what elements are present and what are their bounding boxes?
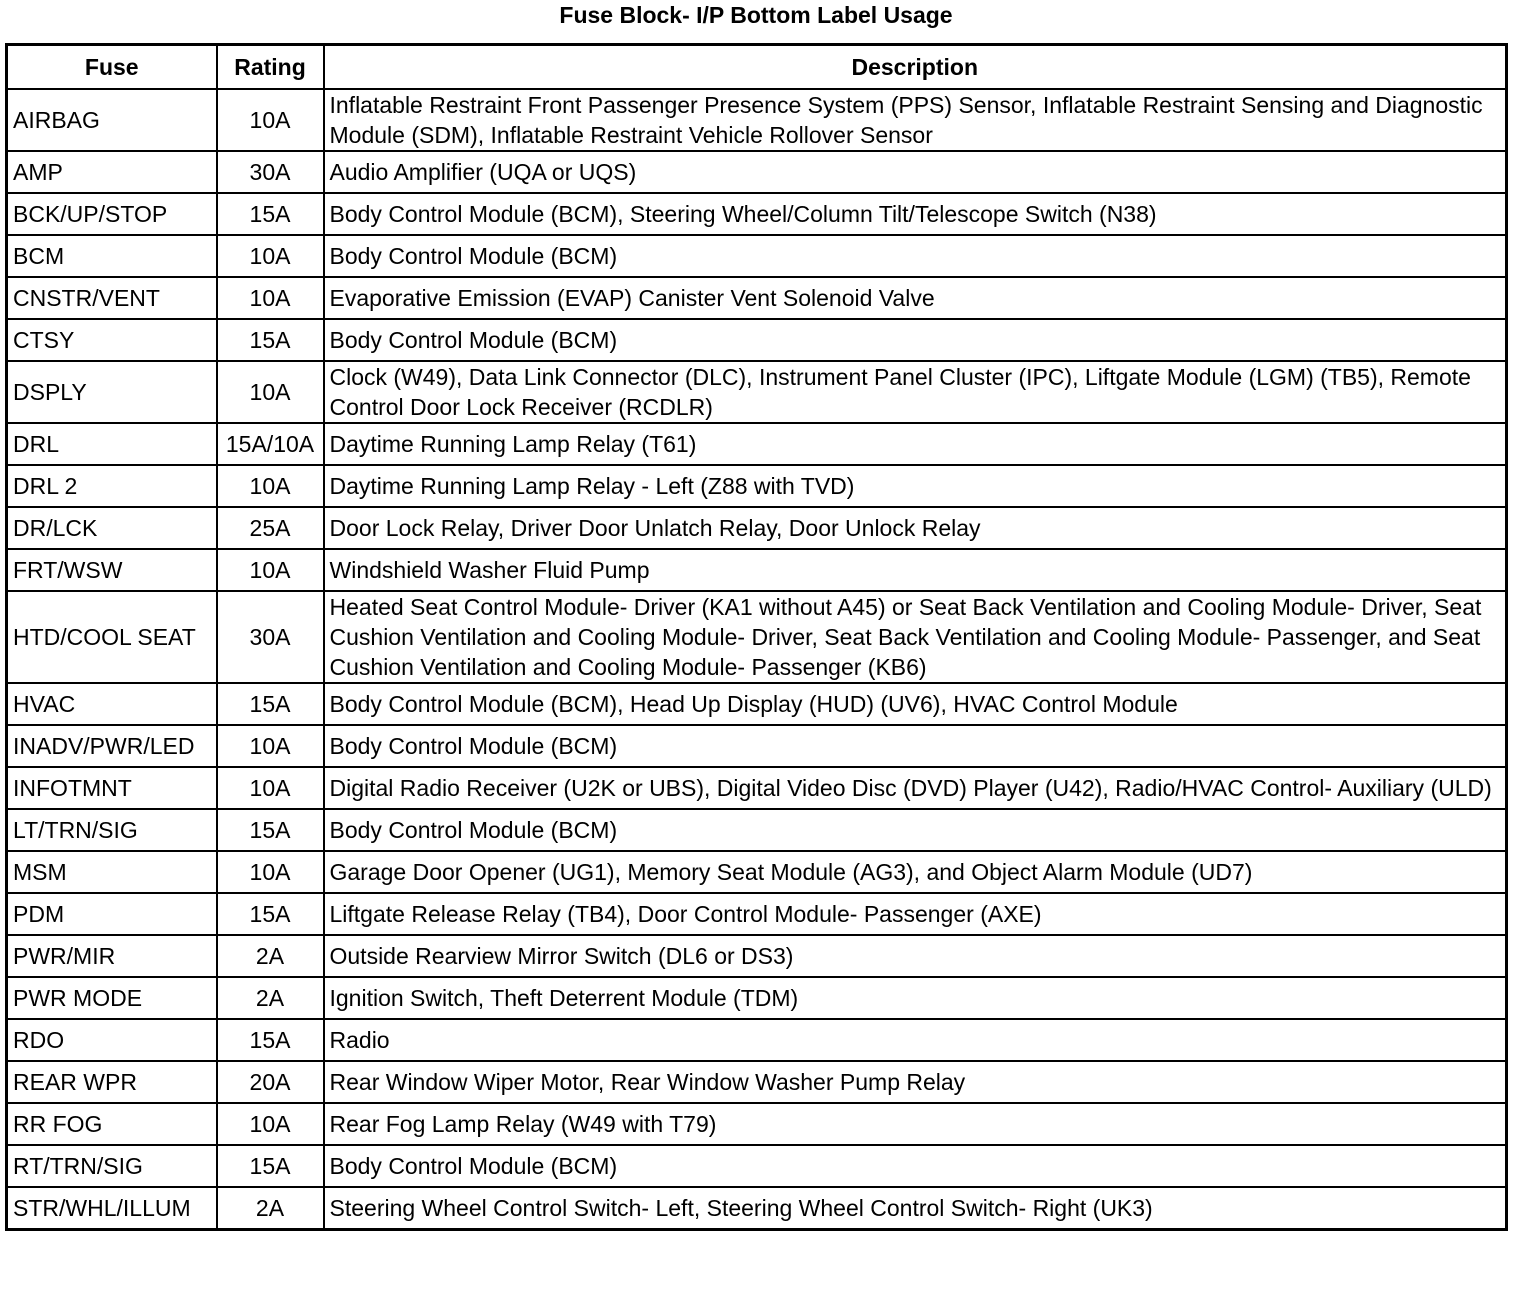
fuse-description-cell: Daytime Running Lamp Relay - Left (Z88 with TVD) — [324, 465, 1507, 507]
fuse-description-cell: Digital Radio Receiver (U2K or UBS), Digital Video Disc (DVD) Player (U42), Radio/HVAC Control- Auxiliary (ULD) — [324, 767, 1507, 809]
fuse-name-cell: STR/WHL/ILLUM — [7, 1187, 217, 1230]
table-row — [7, 1145, 1507, 1187]
fuse-rating-cell: 10A — [217, 725, 324, 767]
fuse-name-cell: RT/TRN/SIG — [7, 1145, 217, 1187]
fuse-name-cell: DRL — [7, 423, 217, 465]
fuse-description-cell: Body Control Module (BCM) — [324, 809, 1507, 851]
fuse-description-cell: Clock (W49), Data Link Connector (DLC), Instrument Panel Cluster (IPC), Liftgate Module (LGM) (TB5), Remote Control Door Lock Receiver (RCDLR) — [324, 361, 1507, 423]
table-row — [7, 683, 1507, 725]
table-row — [7, 549, 1507, 591]
fuse-name-cell: HVAC — [7, 683, 217, 725]
fuse-rating-cell: 20A — [217, 1061, 324, 1103]
table-row — [7, 935, 1507, 977]
fuse-description-cell: Garage Door Opener (UG1), Memory Seat Module (AG3), and Object Alarm Module (UD7) — [324, 851, 1507, 893]
fuse-description-cell: Outside Rearview Mirror Switch (DL6 or DS3) — [324, 935, 1507, 977]
table-row — [7, 361, 1507, 423]
table-row — [7, 193, 1507, 235]
fuse-rating-cell: 25A — [217, 507, 324, 549]
fuse-name-cell: FRT/WSW — [7, 549, 217, 591]
fuse-description-cell: Daytime Running Lamp Relay (T61) — [324, 423, 1507, 465]
header-fuse: Fuse — [7, 45, 217, 90]
fuse-name-cell: INADV/PWR/LED — [7, 725, 217, 767]
fuse-rating-cell: 15A/10A — [217, 423, 324, 465]
fuse-rating-cell: 2A — [217, 1187, 324, 1230]
fuse-description-cell: Body Control Module (BCM) — [324, 235, 1507, 277]
fuse-rating-cell: 10A — [217, 1103, 324, 1145]
fuse-name-cell: HTD/COOL SEAT — [7, 591, 217, 683]
fuse-rating-cell: 2A — [217, 977, 324, 1019]
fuse-name-cell: RDO — [7, 1019, 217, 1061]
fuse-rating-cell: 10A — [217, 465, 324, 507]
fuse-description-cell: Body Control Module (BCM) — [324, 319, 1507, 361]
fuse-rating-cell: 15A — [217, 683, 324, 725]
fuse-description-cell: Body Control Module (BCM) — [324, 1145, 1507, 1187]
fuse-name-cell: REAR WPR — [7, 1061, 217, 1103]
fuse-description-cell: Inflatable Restraint Front Passenger Presence System (PPS) Sensor, Inflatable Restraint Sensing and Diagnostic Module (SDM), Inflatable Restraint Vehicle Rollover Sensor — [324, 89, 1507, 151]
fuse-name-cell: AIRBAG — [7, 89, 217, 151]
table-row — [7, 809, 1507, 851]
fuse-rating-cell: 10A — [217, 89, 324, 151]
fuse-description-cell: Windshield Washer Fluid Pump — [324, 549, 1507, 591]
table-row — [7, 423, 1507, 465]
fuse-description-cell: Radio — [324, 1019, 1507, 1061]
fuse-rating-cell: 2A — [217, 935, 324, 977]
fuse-name-cell: PDM — [7, 893, 217, 935]
fuse-name-cell: PWR/MIR — [7, 935, 217, 977]
fuse-description-cell: Body Control Module (BCM) — [324, 725, 1507, 767]
fuse-rating-cell: 10A — [217, 549, 324, 591]
fuse-rating-cell: 15A — [217, 319, 324, 361]
table-row — [7, 89, 1507, 151]
table-row — [7, 1019, 1507, 1061]
table-row — [7, 507, 1507, 549]
fuse-description-cell: Heated Seat Control Module- Driver (KA1 without A45) or Seat Back Ventilation and Cooling Module- Driver, Seat Cushion Ventilation and Cooling Module- Driver, Seat Back Ventilation and Cooling Module- Passenger, and Seat Cushion Ventilation and Cooling Module- Passenger (KB6) — [324, 591, 1507, 683]
table-row — [7, 893, 1507, 935]
table-row — [7, 465, 1507, 507]
header-rating: Rating — [217, 45, 324, 90]
fuse-rating-cell: 15A — [217, 1145, 324, 1187]
table-row — [7, 725, 1507, 767]
fuse-name-cell: INFOTMNT — [7, 767, 217, 809]
fuse-rating-cell: 10A — [217, 851, 324, 893]
fuse-description-cell: Body Control Module (BCM), Steering Wheel/Column Tilt/Telescope Switch (N38) — [324, 193, 1507, 235]
table-row — [7, 319, 1507, 361]
fuse-name-cell: DRL 2 — [7, 465, 217, 507]
fuse-name-cell: BCK/UP/STOP — [7, 193, 217, 235]
table-row — [7, 151, 1507, 193]
fuse-name-cell: MSM — [7, 851, 217, 893]
fuse-name-cell: BCM — [7, 235, 217, 277]
fuse-description-cell: Body Control Module (BCM), Head Up Display (HUD) (UV6), HVAC Control Module — [324, 683, 1507, 725]
fuse-description-cell: Steering Wheel Control Switch- Left, Steering Wheel Control Switch- Right (UK3) — [324, 1187, 1507, 1230]
fuse-description-cell: Rear Fog Lamp Relay (W49 with T79) — [324, 1103, 1507, 1145]
fuse-rating-cell: 30A — [217, 151, 324, 193]
fuse-name-cell: LT/TRN/SIG — [7, 809, 217, 851]
fuse-description-cell: Rear Window Wiper Motor, Rear Window Washer Pump Relay — [324, 1061, 1507, 1103]
table-row — [7, 851, 1507, 893]
fuse-rating-cell: 30A — [217, 591, 324, 683]
fuse-rating-cell: 15A — [217, 1019, 324, 1061]
fuse-description-cell: Liftgate Release Relay (TB4), Door Control Module- Passenger (AXE) — [324, 893, 1507, 935]
fuse-description-cell: Ignition Switch, Theft Deterrent Module (TDM) — [324, 977, 1507, 1019]
fuse-rating-cell: 10A — [217, 235, 324, 277]
table-row — [7, 767, 1507, 809]
fuse-rating-cell: 15A — [217, 809, 324, 851]
fuse-rating-cell: 10A — [217, 277, 324, 319]
table-row — [7, 977, 1507, 1019]
fuse-name-cell: CTSY — [7, 319, 217, 361]
table-row — [7, 277, 1507, 319]
fuse-rating-cell: 10A — [217, 767, 324, 809]
fuse-description-cell: Evaporative Emission (EVAP) Canister Vent Solenoid Valve — [324, 277, 1507, 319]
fuse-rating-cell: 15A — [217, 893, 324, 935]
table-row — [7, 591, 1507, 683]
fuse-name-cell: DSPLY — [7, 361, 217, 423]
header-description: Description — [324, 45, 1507, 90]
table-row — [7, 235, 1507, 277]
page-title: Fuse Block- I/P Bottom Label Usage — [559, 2, 953, 28]
table-row — [7, 1103, 1507, 1145]
fuse-name-cell: AMP — [7, 151, 217, 193]
fuse-description-cell: Audio Amplifier (UQA or UQS) — [324, 151, 1507, 193]
fuse-name-cell: DR/LCK — [7, 507, 217, 549]
fuse-rating-cell: 15A — [217, 193, 324, 235]
table-body — [7, 89, 1507, 1230]
fuse-name-cell: RR FOG — [7, 1103, 217, 1145]
fuse-name-cell: CNSTR/VENT — [7, 277, 217, 319]
fuse-table — [5, 43, 1508, 1231]
table-row — [7, 1187, 1507, 1230]
fuse-rating-cell: 10A — [217, 361, 324, 423]
table-row — [7, 1061, 1507, 1103]
table-header-row — [7, 45, 1507, 90]
fuse-description-cell: Door Lock Relay, Driver Door Unlatch Relay, Door Unlock Relay — [324, 507, 1507, 549]
fuse-name-cell: PWR MODE — [7, 977, 217, 1019]
